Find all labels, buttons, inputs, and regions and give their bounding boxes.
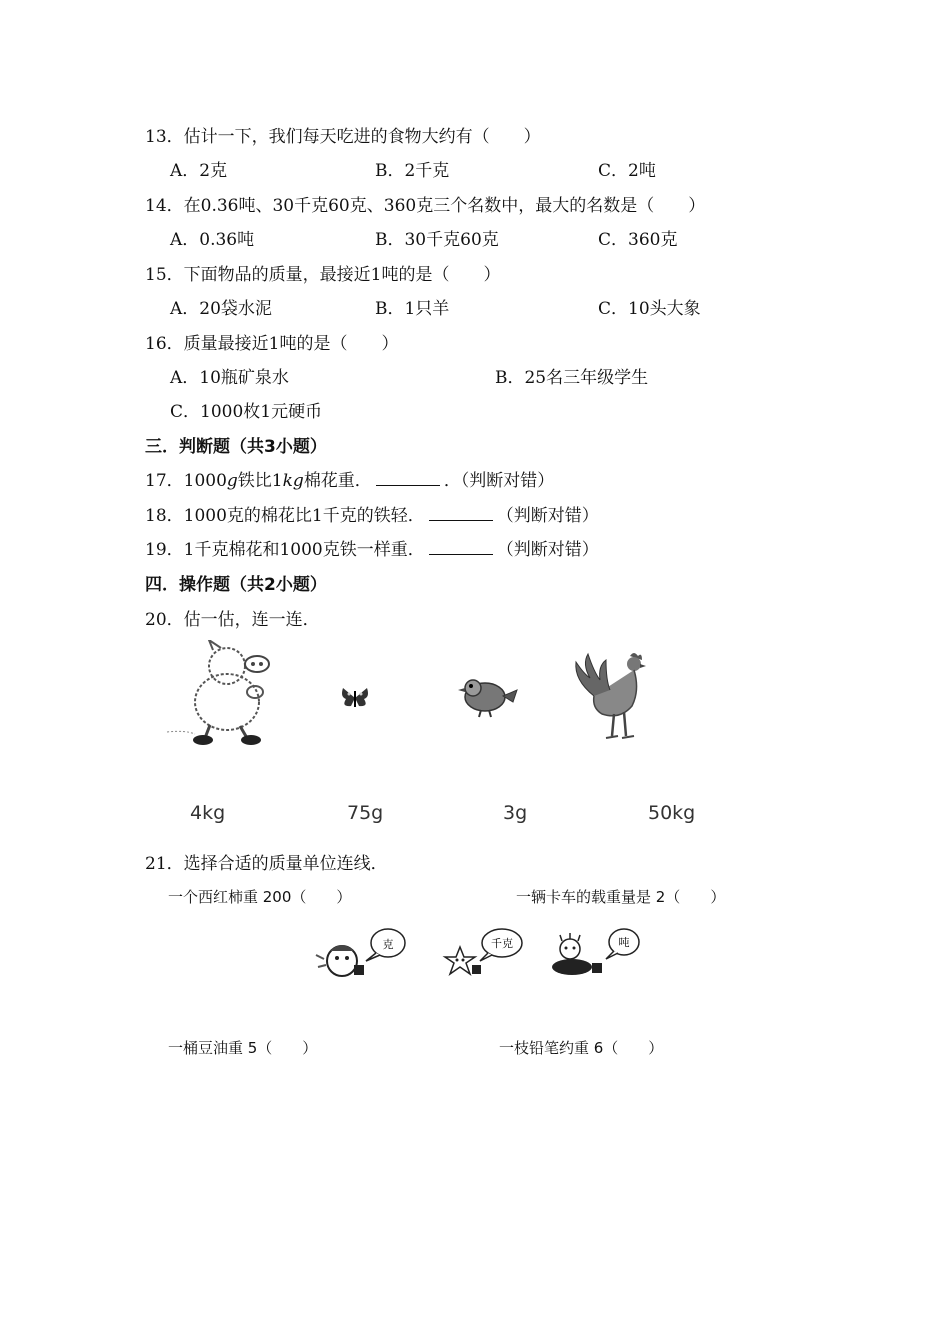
character-gram [310, 925, 410, 980]
bubble-kilogram: 千克 [491, 937, 513, 950]
q14-option-a: A．0.36吨 [170, 230, 255, 250]
q13-option-a: A．2克 [170, 161, 228, 181]
q19-answer-blank[interactable] [429, 540, 493, 555]
q17-unit-kg: kg [282, 471, 304, 491]
q14-option-c: C．360克 [598, 230, 678, 250]
character-ton [548, 925, 643, 980]
q15-option-b: B．1只羊 [375, 299, 450, 319]
rooster-illustration [570, 650, 665, 745]
q21-pencil: 一枝铅笔约重 6（ ） [499, 1039, 664, 1057]
q21-soy-oil: 一桶豆油重 5（ ） [168, 1039, 318, 1057]
q13-stem: 13．估计一下，我们每天吃进的食物大约有（ ） [145, 127, 541, 147]
q17-pre: 17．1000 [145, 471, 227, 491]
q17-answer-blank[interactable] [376, 471, 440, 486]
q17 [145, 470, 554, 492]
q15-option-a: A．20袋水泥 [170, 299, 272, 319]
q17-tail: ．（判断对错） [443, 471, 555, 491]
q19-pre: 19．1千克棉花和1000克铁一样重． [145, 540, 425, 560]
q13-option-c: C．2吨 [598, 161, 656, 181]
q16-option-b: B．25名三年级学生 [495, 368, 649, 388]
q18-answer-blank[interactable] [429, 506, 493, 521]
q19-tail: （判断对错） [496, 540, 599, 560]
q18-pre: 18．1000克的棉花比1千克的铁轻． [145, 506, 425, 526]
bird-illustration [455, 670, 520, 720]
q21-truck: 一辆卡车的载重量是 2（ ） [516, 888, 726, 906]
mass-label-75g: 75g [347, 802, 384, 824]
mass-label-3g: 3g [503, 802, 528, 824]
q16-option-c: C．1000枚1元硬币 [170, 402, 323, 422]
character-kilogram [440, 925, 530, 980]
q18-tail: （判断对错） [496, 506, 599, 526]
q21-tomato: 一个西红柿重 200（ ） [168, 888, 352, 906]
q17-mid: 铁比1 [237, 471, 283, 491]
q17-post: 棉花重． [303, 471, 372, 491]
section-4-heading: 四．操作题（共2小题） [145, 575, 327, 595]
q17-unit-g: g [226, 471, 238, 491]
q14-option-b: B．30千克60克 [375, 230, 499, 250]
mass-label-4kg: 4kg [190, 802, 226, 824]
q18 [145, 505, 599, 527]
q21-stem: 21．选择合适的质量单位连线． [145, 854, 388, 874]
section-3-heading: 三．判断题（共3小题） [145, 437, 327, 457]
q16-option-a: A．10瓶矿泉水 [170, 368, 289, 388]
pig-illustration [165, 640, 280, 750]
q15-stem: 15．下面物品的质量，最接近1吨的是（ ） [145, 265, 501, 285]
butterfly-illustration [340, 685, 370, 711]
q13-option-b: B．2千克 [375, 161, 450, 181]
bubble-ton: 吨 [618, 936, 630, 949]
q19 [145, 539, 599, 561]
q16-stem: 16．质量最接近1吨的是（ ） [145, 334, 399, 354]
bubble-gram: 克 [382, 938, 394, 951]
q20-stem: 20．估一估，连一连． [145, 610, 320, 630]
q15-option-c: C．10头大象 [598, 299, 701, 319]
q14-stem: 14．在0.36吨、30千克60克、360克三个名数中，最大的名数是（ ） [145, 196, 706, 216]
mass-label-50kg: 50kg [648, 802, 696, 824]
